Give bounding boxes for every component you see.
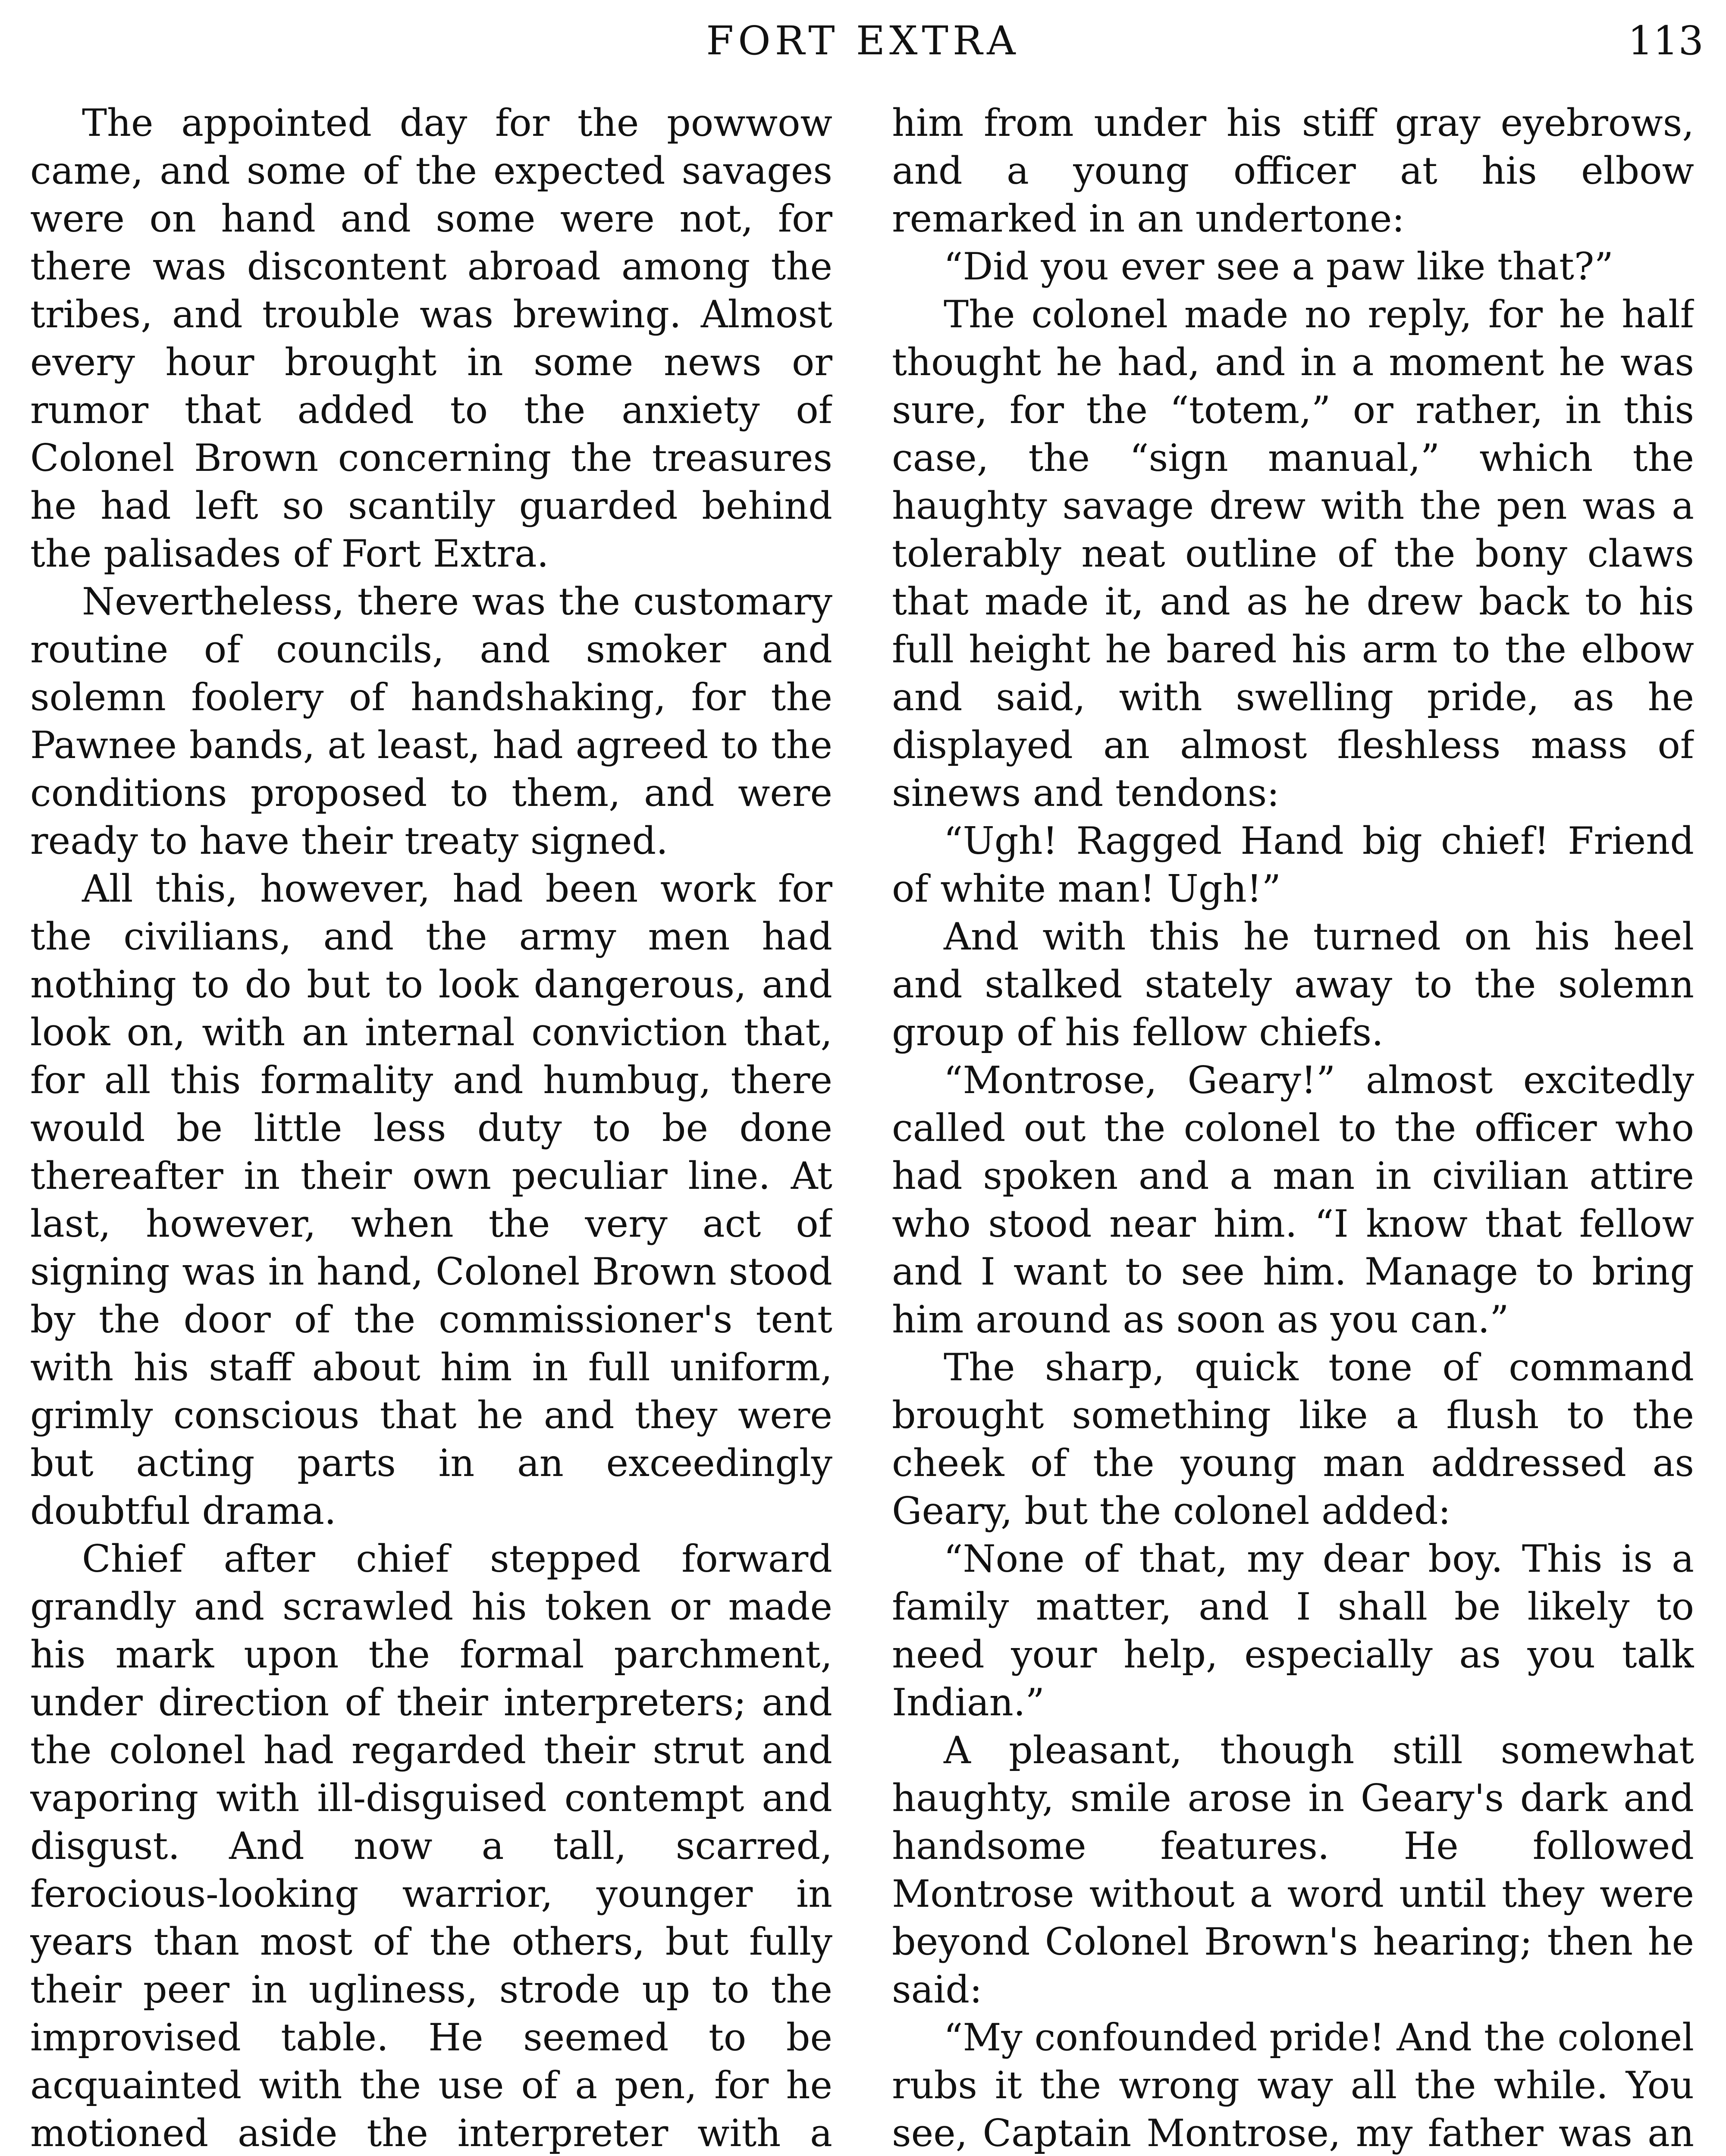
page-header [0, 15, 1726, 67]
body-paragraph: Chief after chief stepped forward grandly and scrawled his token or made his mark upon the formal parchment, under direction of their interpreters; and the colonel had regarded their strut and vaporing with ill-disguised contempt and disgust. And now a tall, scarred, ferocious-looking warrior, younger in years than most of the others, but fully their peer in ugliness, strode up to the improvised table. He seemed to be acquainted with the use of a pen, for he motioned aside the interpreter with a [30, 1537, 832, 2155]
body-paragraph: A pleasant, though still somewhat haughty, smile arose in Geary's dark and handsome features. He followed Montrose without a word until they were beyond Colonel Brown's hearing; then he said: [892, 1728, 1694, 2012]
body-paragraph: All this, however, had been work for the civilians, and the army men had nothing to do but to look dangerous, and look on, with an internal conviction that, for all this formality and humbug, there would be little less duty to be done thereafter in their own peculiar line. At last, however, when the very act of signing was in hand, Colonel Brown stood by the door of the commissioner's tent with his staff about him in full uniform, grimly conscious that he and they were but acting parts in an exceedingly doubtful drama. [30, 867, 832, 1533]
text-column-right [892, 99, 1694, 2156]
body-paragraph: The appointed day for the powwow came, and some of the expected savages were on hand and some were not, for there was discontent abroad among the tribes, and trouble was brewing. Almost every hour brought in some news or rumor that added to the anxiety of Colonel Brown concerning the treasures he had left so scantily guarded behind the palisades of Fort Extra. [30, 101, 832, 576]
body-paragraph: The colonel made no reply, for he half thought he had, and in a moment he was sure, for the “totem,” or rather, in this case, the “sign manual,” which the haughty savage drew with the pen was a tolerably neat outline of the bony claws that made it, and as he drew back to his full height he bared his arm to the elbow and said, with swelling pride, as he displayed an almost fleshless mass of sinews and tendons: [892, 292, 1694, 815]
body-paragraph: “None of that, my dear boy. This is a family matter, and I shall be likely to need your help, especially as you talk Indian.” [892, 1537, 1694, 1724]
body-paragraph: “My confounded pride! And the colonel rubs it the wrong way all the while. You see, Captain Montrose, my father was an [892, 2015, 1694, 2155]
body-paragraph: The sharp, quick tone of command brought something like a flush to the cheek of the young man addressed as Geary, but the colonel added: [892, 1345, 1694, 1533]
body-paragraph: “Montrose, Geary!” almost excitedly called out the colonel to the officer who had spoken and a man in civilian attire who stood near him. “I know that fellow and I want to see him. Manage to bring him around as soon as you can.” [892, 1058, 1694, 1341]
body-paragraph: Nevertheless, there was the customary routine of councils, and smoker and solemn foolery of handshaking, for the Pawnee bands, at least, had agreed to the conditions proposed to them, and were ready to have their treaty signed. [30, 580, 832, 863]
running-title: FORT EXTRA [706, 18, 1020, 64]
body-paragraph: And with this he turned on his heel and stalked stately away to the solemn group of his fellow chiefs. [892, 915, 1694, 1054]
body-paragraph: him from under his stiff gray eyebrows, and a young officer at his elbow remarked in an undertone: [892, 101, 1694, 241]
page-number: 113 [1628, 18, 1704, 64]
body-paragraph: “Ugh! Ragged Hand big chief! Friend of white man! Ugh!” [892, 819, 1694, 911]
body-paragraph: “Did you ever see a paw like that?” [944, 244, 1613, 288]
text-column-left [30, 99, 832, 2156]
